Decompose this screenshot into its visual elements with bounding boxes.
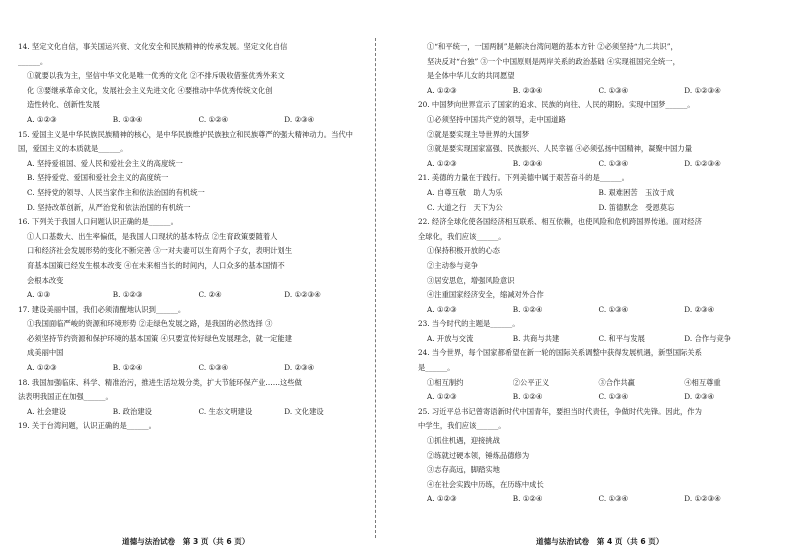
answer-option: A. 社会建设 (27, 406, 67, 416)
answer-options (18, 113, 361, 128)
answer-option: B. 政治建设 (112, 406, 152, 416)
footer-page-4: 道德与法治试卷 第 4 页（共 6 页） (536, 537, 664, 546)
text-line: ①抓住机遇，迎接挑战 (427, 436, 500, 446)
text-line: 中学生，我们应该______。 (418, 421, 506, 431)
answer-option: C. ①②④ (198, 114, 229, 124)
text-line: ①“和平统一，一国两制”是解决台湾问题的基本方针 ②必须坚持“九二共识”， (427, 42, 678, 51)
text-line: B. 坚持爱党、爱国和爱社会主义的高度统一 (27, 173, 169, 183)
text-line: 会根本改变 (27, 275, 64, 285)
text-line: 25. 习近平总书记曾寄语新时代中国青年，要担当时代责任，争做时代先锋。因此，作为 (418, 406, 702, 416)
text-line: 18. 我国加强临床、科学、精准治污，推进生活垃圾分类，扩大节能环保产业……这些做 (18, 377, 302, 387)
answer-option: D. ②③④ (284, 114, 315, 124)
answer-options (18, 405, 361, 420)
answer-option: C. ②④ (198, 290, 222, 300)
answer-option: B. ①②④ (512, 304, 543, 314)
answer-option: ①相互制约 (427, 377, 464, 387)
text-line: ①必须坚持中国共产党的领导，走中国道路 (427, 114, 566, 124)
answer-options (418, 303, 761, 318)
answer-option: C. ①③④ (598, 158, 629, 168)
question-stem (418, 405, 761, 434)
text-line: 化 ③要继承革命文化，发展社会主义先进文化 ④要推动中华优秀传统文化创 (27, 85, 273, 95)
text-line: ③志存高远，脚踏实地 (427, 465, 500, 475)
text-line: 19. 关于台湾问题，认识正确的是______。 (18, 421, 156, 431)
question-stem (418, 98, 761, 113)
answer-options (418, 157, 761, 172)
question-stem (418, 346, 761, 375)
text-line: 成美丽中国 (27, 348, 64, 358)
question-statements (18, 69, 361, 113)
answer-options (18, 288, 361, 303)
question-stem (18, 419, 361, 434)
answer-option: C. ①③④ (598, 392, 629, 402)
answer-option: C. 和平与发展 (598, 333, 645, 343)
text-line: 21. 美德的力量在于践行。下列美德中属于艰苦奋斗的是______。 (418, 173, 629, 183)
answer-option: D. ①②③④ (284, 290, 321, 300)
text-line: ②主动参与竞争 (427, 260, 479, 270)
text-line: ③居安思危，增强风险意识 (427, 275, 515, 285)
answer-option: D. 笛德默念 受恩莫忘 (598, 202, 675, 212)
answer-option: D. ②③④ (684, 392, 715, 402)
page-divider (375, 38, 376, 538)
question-statements (18, 317, 361, 361)
question-statements (418, 113, 761, 157)
text-line: 23. 当今时代的主题是______。 (418, 319, 520, 329)
page-4-column (418, 40, 761, 507)
text-line: 16. 下列关于我国人口问题认识正确的是______。 (18, 217, 178, 227)
text-line: ④在社会实践中历练，在历练中成长 (427, 479, 544, 489)
question-stem (18, 376, 361, 405)
answer-option: C. ①③④ (598, 304, 629, 314)
answer-option: A. ①②③ (427, 392, 457, 402)
answer-option: C. ①③④ (198, 363, 229, 373)
answer-option: ③合作共赢 (598, 377, 635, 387)
answer-options (418, 201, 761, 216)
answer-option: C. 生态文明建设 (198, 406, 253, 416)
answer-option: D. ①②③④ (684, 158, 721, 168)
text-line: 必须坚持节约资源和保护环境的基本国策 ④只要宣传好绿色发展理念，就一定能建 (27, 333, 293, 343)
question-stem (18, 303, 361, 318)
question-statements (418, 40, 761, 84)
answer-option: A. ①②③ (27, 363, 57, 373)
text-line: 14. 坚定文化自信，事关国运兴衰、文化安全和民族精神的传承发展。坚定文化自信 (18, 42, 288, 51)
text-line: 是全体中华儿女的共同愿望 (427, 71, 515, 81)
answer-options (418, 84, 761, 99)
question-statements (418, 244, 761, 302)
question-stem (418, 317, 761, 332)
answer-options (418, 186, 761, 201)
answer-option: B. ①③④ (112, 114, 143, 124)
answer-option: A. ①②③ (427, 158, 457, 168)
answer-option: D. 文化建设 (284, 406, 324, 416)
answer-option: B. ②③④ (512, 85, 543, 95)
answer-option: D. 合作与竞争 (684, 333, 731, 343)
text-line: ①我国面临严峻的资源和环境形势 ②走绿色发展之路，是我国的必然选择 ③ (27, 319, 273, 329)
text-line: 造性转化、创新性发展 (27, 100, 100, 110)
question-stem (418, 215, 761, 244)
text-line: ②就是要实现主导世界的大国梦 (427, 129, 530, 139)
answer-option: A. ①②③ (427, 304, 457, 314)
text-line: ②练就过硬本领，锤炼品德修为 (427, 450, 530, 460)
answer-options (418, 390, 761, 405)
text-line: D. 坚持改革创新，从严治党和依法治国的有机统一 (27, 202, 191, 212)
answer-option: A. ①③ (27, 290, 50, 300)
text-line: 24. 当今世界，每个国家都希望在新一轮的国际关系调整中获得发展机遇，新型国际关系 (418, 348, 702, 358)
text-line: ______。 (18, 56, 48, 66)
answer-option: C. ①③④ (598, 494, 629, 504)
text-line: 法表明我国正在加强______。 (18, 392, 113, 402)
answer-option: C. ①③④ (598, 85, 629, 95)
text-line: 坚决反对“台独” ③一个中国原则是两岸关系的政治基础 ④实现祖国完全统一， (427, 56, 680, 66)
question-statements (18, 230, 361, 288)
text-line: 15. 爱国主义是中华民族民族精神的核心，是中华民族维护民族独立和民族尊严的强大精神动力。当代中 (18, 129, 353, 139)
answer-option: D. ①②③④ (684, 85, 721, 95)
text-line: 是______。 (418, 363, 455, 373)
question-stem (418, 171, 761, 186)
answer-option: C. 大道之行 天下为公 (427, 202, 503, 212)
answer-option: A. ①②③ (427, 85, 457, 95)
text-line: ①人口基数大、出生率偏低，是我国人口现状的基本特点 ②生育政策要随着人 (27, 231, 278, 241)
answer-option: D. ①②③④ (684, 494, 721, 504)
answer-option: A. 自尊互敬 助人为乐 (427, 187, 503, 197)
answer-option: B. ①②④ (512, 494, 543, 504)
answer-options (18, 361, 361, 376)
question-statements (18, 157, 361, 215)
answer-options (418, 376, 761, 391)
answer-option: B. ②③④ (512, 158, 543, 168)
question-stem (18, 215, 361, 230)
answer-option: A. 开放与交流 (427, 333, 474, 343)
answer-option: ④相互尊重 (684, 377, 721, 387)
question-statements (418, 434, 761, 492)
question-stem (18, 128, 361, 157)
answer-option: B. ①②③ (112, 290, 143, 300)
page-3-column (18, 40, 361, 434)
answer-option: D. ②③④ (284, 363, 315, 373)
text-line: A. 坚持爱祖国、爱人民和爱社会主义的高度统一 (27, 158, 183, 168)
answer-options (418, 332, 761, 347)
text-line: ④注重国家经济安全，缩减对外合作 (427, 290, 544, 300)
answer-options (418, 492, 761, 507)
text-line: ①保持积极开放的心态 (427, 246, 500, 256)
answer-option: B. ①②④ (112, 363, 143, 373)
answer-option: ②公平正义 (512, 377, 550, 387)
text-line: C. 坚持党的领导、人民当家作主和依法治国的有机统一 (27, 187, 205, 197)
footer-page-3: 道德与法治试卷 第 3 页（共 6 页） (122, 537, 250, 546)
text-line: 育基本国策已经发生根本改变 ④在未来相当长的时间内，人口众多的基本国情不 (27, 260, 285, 270)
text-line: 17. 建设美丽中国，我们必须清醒地认识到______。 (18, 304, 186, 314)
answer-option: D. ②③④ (684, 304, 715, 314)
answer-option: A. ①②③ (27, 114, 57, 124)
text-line: 口和经济社会发展形势的变化不断完善 ③一对夫妻可以生育两个子女，表明计划生 (27, 246, 293, 256)
answer-option: B. 共商与共建 (512, 333, 560, 343)
question-stem (18, 40, 361, 69)
text-line: 国，爱国主义的本质就是______。 (18, 144, 128, 154)
answer-option: B. 艰难困苦 玉汝于成 (598, 187, 675, 197)
answer-option: B. ①②④ (512, 392, 543, 402)
text-line: ③就是要实现国家富强、民族振兴、人民幸福 ④必须弘扬中国精神，凝聚中国力量 (427, 144, 693, 154)
text-line: 22. 经济全球化使各国经济相互联系、相互依赖，也使风险和危机跨国界传递。面对经济 (418, 217, 702, 227)
text-line: 全球化，我们应该______。 (418, 231, 506, 241)
answer-option: A. ①②③ (427, 494, 457, 504)
text-line: 20. 中国梦向世界宣示了国家的追求、民族的向往、人民的期盼。实现中国梦______。 (418, 100, 695, 110)
text-line: ①就要以我为主，坚信中华文化是唯一优秀的文化 ②不排斥吸收借鉴优秀外来文 (27, 71, 285, 81)
